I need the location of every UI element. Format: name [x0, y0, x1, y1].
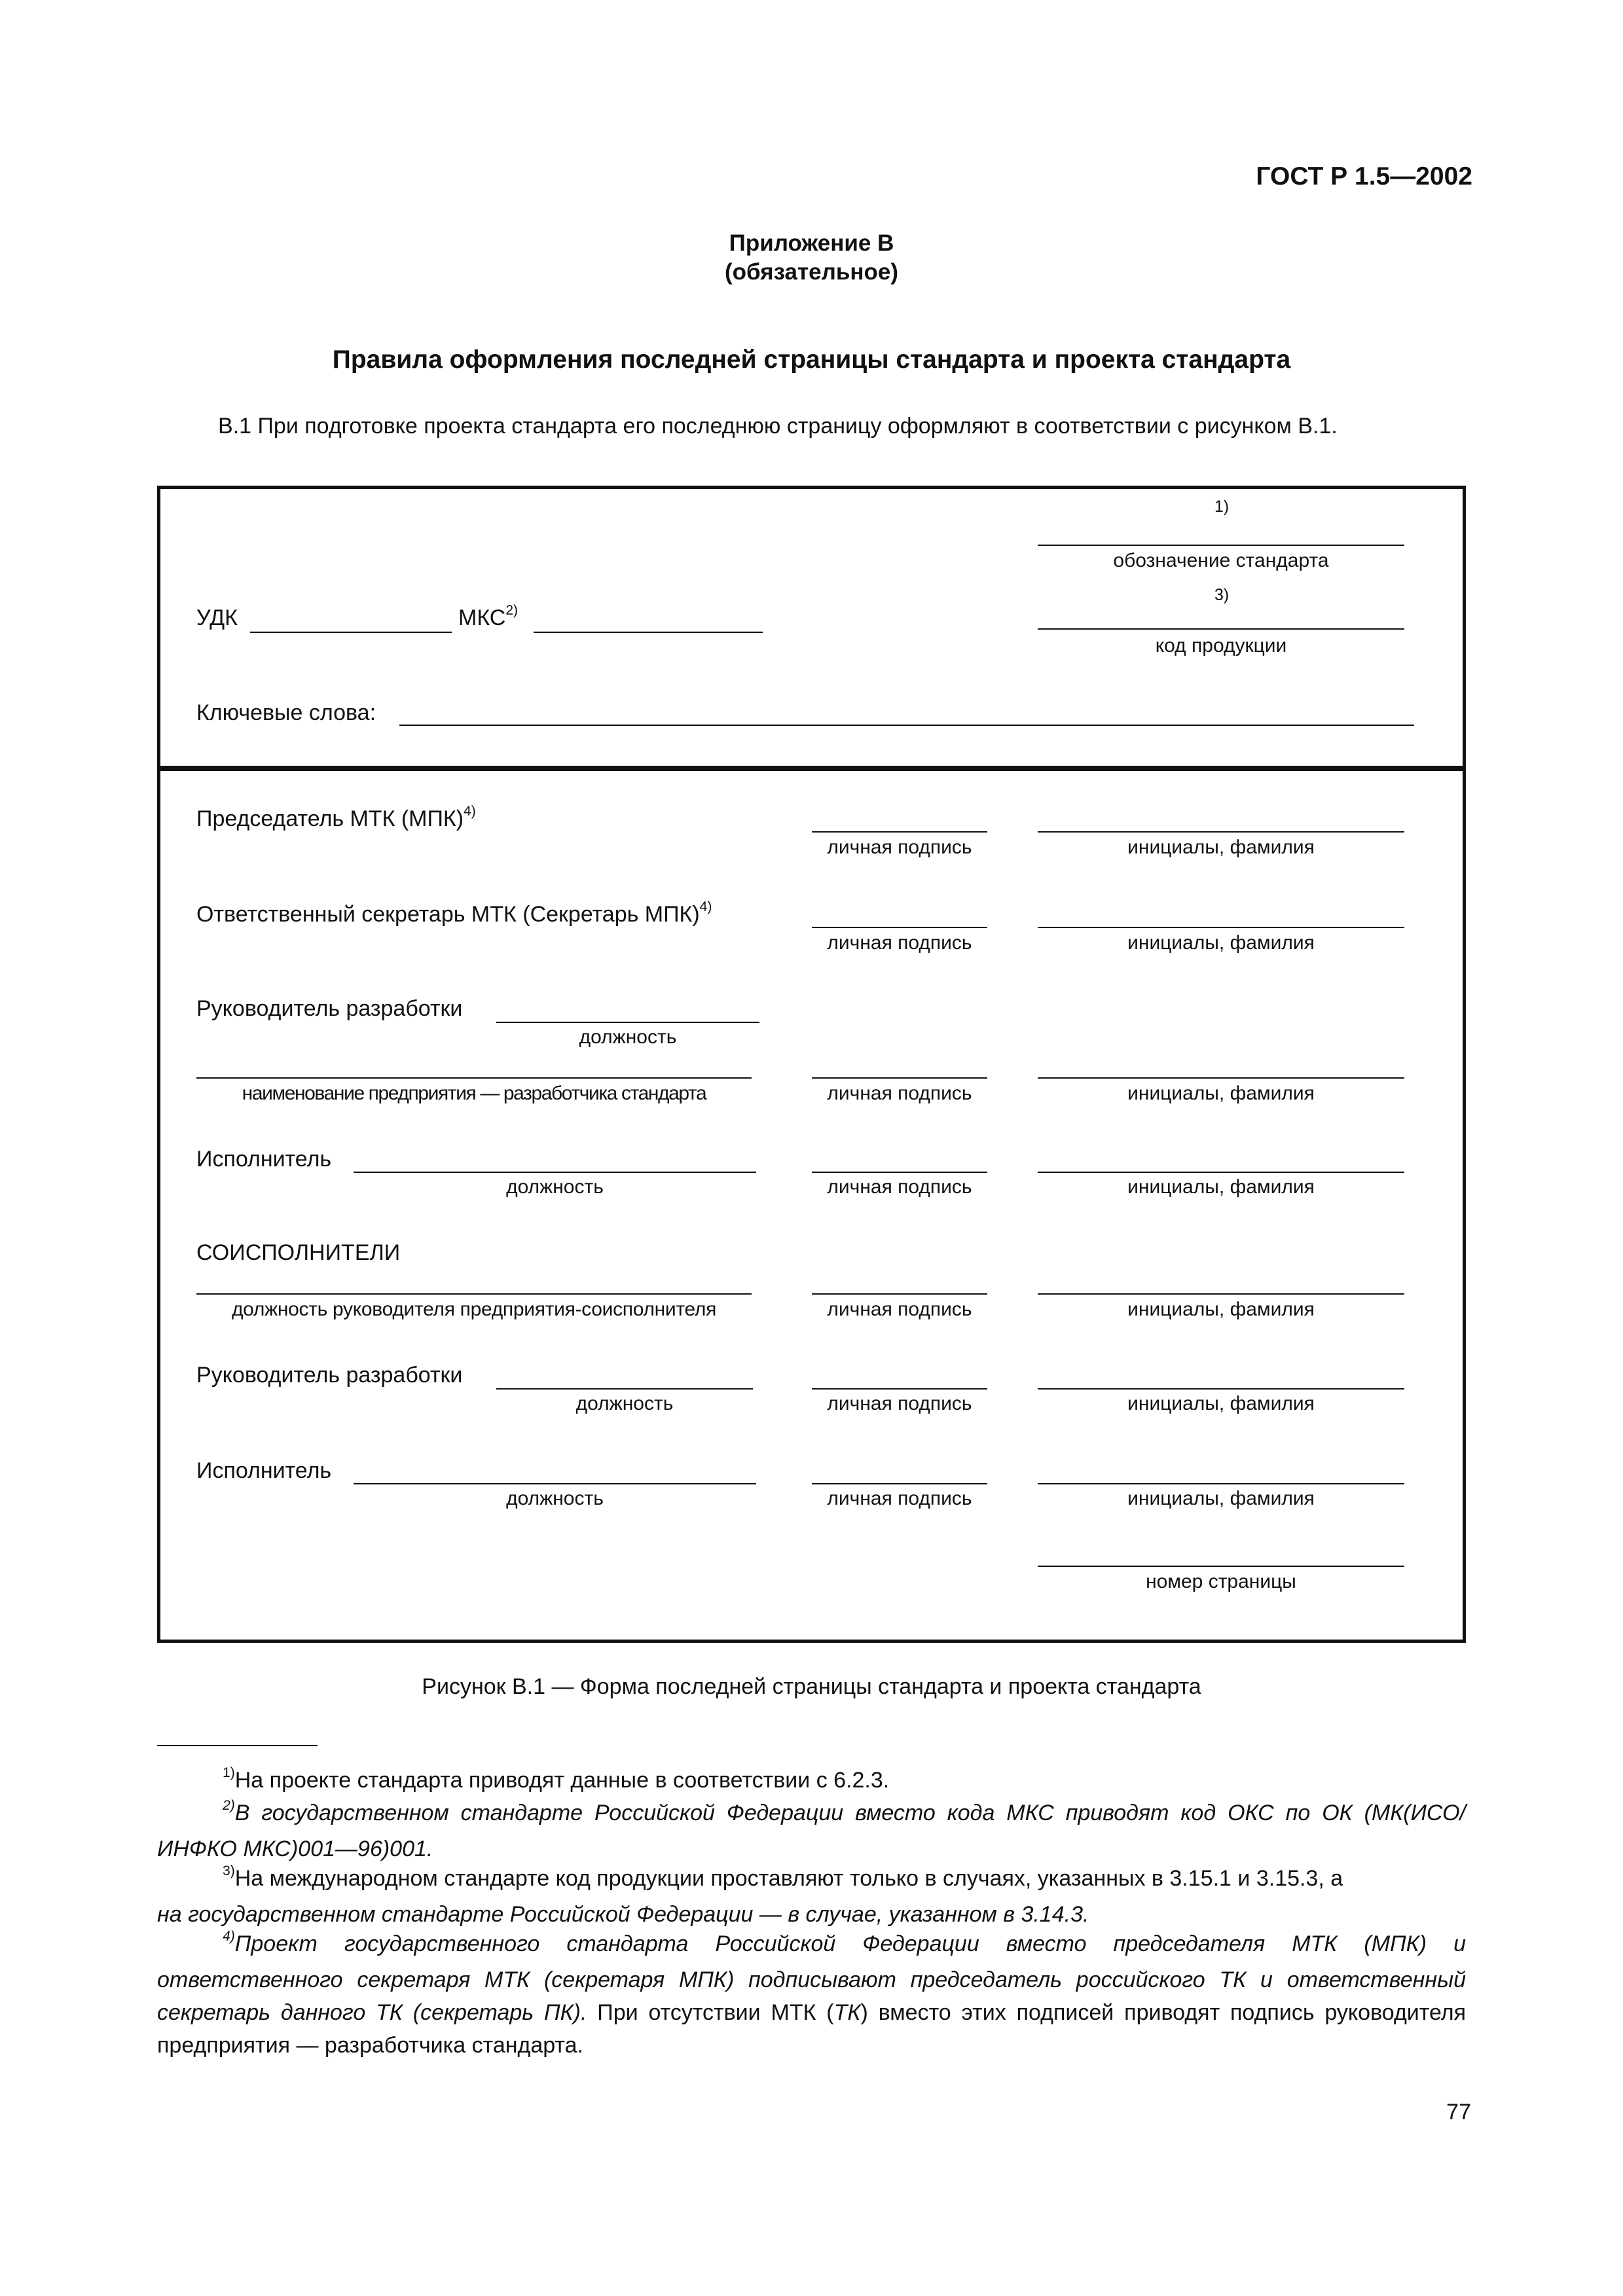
- figure-caption: Рисунок В.1 — Форма последней страницы стандарта и проекта стандарта: [422, 1674, 1201, 1699]
- signature-caption: личная подпись: [827, 1488, 972, 1509]
- chairman-label: Председатель МТК (МПК)$^{4)}$: [196, 804, 476, 831]
- signature-caption: личная подпись: [827, 1083, 972, 1104]
- co-head-initials-line: [1038, 1293, 1404, 1295]
- co-head-position-line: [196, 1293, 752, 1295]
- product-code-line: [1038, 628, 1404, 630]
- appendix-heading: [0, 229, 1623, 287]
- secretary-label: Ответственный секретарь МТК (Секретарь МПК)$^{4)}$: [196, 899, 712, 927]
- footnote-4: $^{4)}$Проект государственного стандарта Российской Федерации вместо председателя МТК (МПК) и ответственного секретаря МТК (секретаря МПК) подписывают председатель российского ТК и ответственный секретарь данного ТК (секретарь ПК). При отсутствии МТК (ТК) вместо этих подписей приводят подпись руководителя предприятия — разработчика стандарта.: [157, 1929, 1466, 2058]
- footnote-2: $^{2)}$В государственном стандарте Российской Федерации вместо кода МКС приводят код ОКС по ОК (МК(ИСО/ИНФКО МКС)001—96)001.: [157, 1798, 1466, 1861]
- appendix-status: (обязательное): [724, 259, 898, 285]
- executor-initials-line: [1038, 1172, 1404, 1173]
- signature-caption: личная подпись: [827, 1176, 972, 1198]
- intro-paragraph: В.1 При подготовке проекта стандарта его последнюю страницу оформляют в соответствии с рисунком В.1.: [218, 414, 1338, 439]
- signature-caption: личная подпись: [827, 932, 972, 954]
- initials-caption: инициалы, фамилия: [1127, 932, 1315, 954]
- executor-position-line: [354, 1172, 756, 1173]
- keywords-label: Ключевые слова:: [196, 700, 376, 725]
- enterprise-line: [196, 1077, 752, 1079]
- secretary-initials-line: [1038, 927, 1404, 928]
- position-caption: должность: [506, 1176, 604, 1198]
- initials-caption: инициалы, фамилия: [1127, 1176, 1315, 1198]
- dev-head-initials-line: [1038, 1077, 1404, 1079]
- footnote-3: $^{3)}$На международном стандарте код продукции проставляют только в случаях, указанных в 3.15.1 и 3.15.3, а на государственном стандарте Российской Федерации — в случае, указанном в 3.14.3.: [157, 1863, 1343, 1927]
- initials-caption: инициалы, фамилия: [1127, 1083, 1315, 1104]
- secretary-signature-line: [812, 927, 987, 928]
- co-head-signature-line: [812, 1293, 987, 1295]
- coexecutors-heading: СОИСПОЛНИТЕЛИ: [196, 1240, 401, 1265]
- initials-caption: инициалы, фамилия: [1127, 1299, 1315, 1320]
- co-executor-position-line: [354, 1483, 756, 1484]
- footnote-mark-3: 3): [1214, 586, 1230, 604]
- co-dev-head-signature-line: [812, 1388, 987, 1390]
- keywords-line: [399, 725, 1414, 726]
- last-page-form-frame: [157, 486, 1466, 1643]
- standard-designation: ГОСТ Р 1.5—2002: [1256, 162, 1472, 190]
- form-divider: [157, 766, 1466, 771]
- std-designation-line: [1038, 545, 1404, 546]
- position-caption: должность: [579, 1026, 677, 1048]
- udk-line: [250, 632, 452, 633]
- std-designation-caption: обозначение стандарта: [1113, 550, 1329, 571]
- page-number-line: [1038, 1566, 1404, 1567]
- co-executor-signature-line: [812, 1483, 987, 1484]
- co-dev-head-position-line: [496, 1388, 753, 1390]
- signature-caption: личная подпись: [827, 836, 972, 858]
- position-caption: должность: [506, 1488, 604, 1509]
- signature-caption: личная подпись: [827, 1299, 972, 1320]
- footnote-mark-1: 1): [1214, 497, 1230, 516]
- initials-caption: инициалы, фамилия: [1127, 1393, 1315, 1414]
- executor-label: Исполнитель: [196, 1147, 332, 1172]
- co-dev-head-label: Руководитель разработки: [196, 1363, 463, 1388]
- section-title: Правила оформления последней страницы стандарта и проекта стандарта: [332, 346, 1291, 374]
- page-number-caption: номер страницы: [1146, 1571, 1296, 1592]
- product-code-caption: код продукции: [1155, 635, 1287, 656]
- executor-signature-line: [812, 1172, 987, 1173]
- signature-caption: личная подпись: [827, 1393, 972, 1414]
- appendix-label: Приложение В: [729, 230, 894, 256]
- mks-label: МКС$^{2)}$: [458, 603, 519, 630]
- dev-head-position-line: [496, 1022, 759, 1023]
- position-caption: должность: [575, 1393, 674, 1414]
- initials-caption: инициалы, фамилия: [1127, 836, 1315, 858]
- udk-label: УДК: [196, 605, 238, 630]
- enterprise-caption: наименование предприятия — разработчика стандарта: [242, 1083, 706, 1104]
- mks-line: [534, 632, 763, 633]
- co-executor-initials-line: [1038, 1483, 1404, 1484]
- co-executor-label: Исполнитель: [196, 1458, 332, 1483]
- co-head-position-caption: должность руководителя предприятия-соисполнителя: [231, 1299, 717, 1320]
- chairman-signature-line: [812, 831, 987, 833]
- footnote-rule: [157, 1745, 318, 1746]
- dev-head-label: Руководитель разработки: [196, 996, 463, 1021]
- initials-caption: инициалы, фамилия: [1127, 1488, 1315, 1509]
- co-dev-head-initials-line: [1038, 1388, 1404, 1390]
- dev-head-signature-line: [812, 1077, 987, 1079]
- footnote-1: $^{1)}$На проекте стандарта приводят данные в соответствии с 6.2.3.: [223, 1765, 890, 1793]
- chairman-initials-line: [1038, 831, 1404, 833]
- page-number: 77: [1446, 2100, 1471, 2125]
